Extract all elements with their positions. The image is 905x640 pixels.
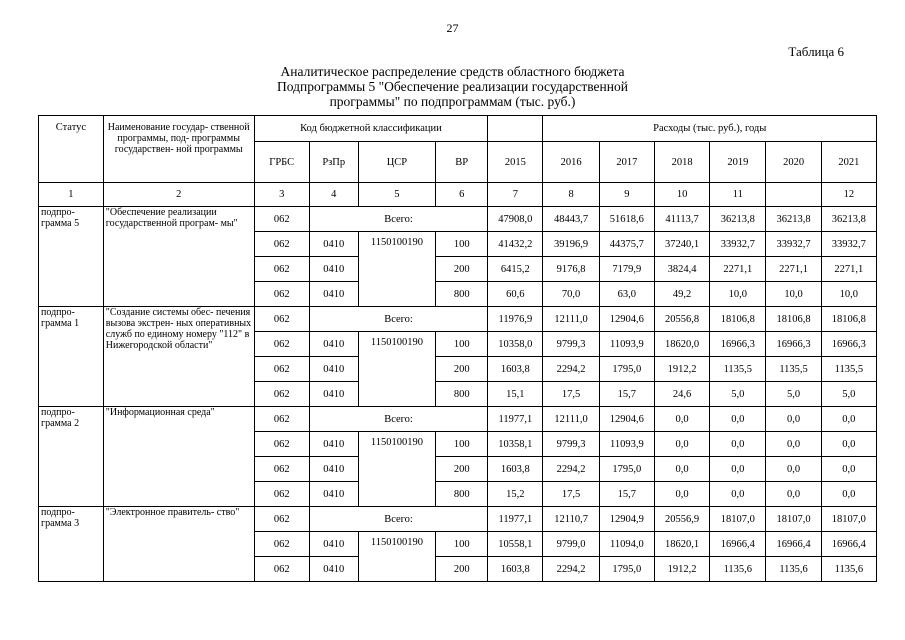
header-vr: ВР — [436, 142, 488, 183]
title-line-2: Подпрограммы 5 "Обеспечение реализации государственной — [277, 79, 628, 94]
value-cell: 12110,7 — [543, 507, 599, 532]
value-cell: 2294,2 — [543, 557, 599, 582]
value-cell: 0,0 — [821, 482, 876, 507]
value-cell: 0,0 — [766, 432, 821, 457]
value-cell: 20556,8 — [654, 307, 709, 332]
value-cell: 0,0 — [821, 457, 876, 482]
value-cell: 2294,2 — [543, 457, 599, 482]
total-label-cell: Всего: — [309, 507, 487, 532]
value-cell: 10358,1 — [488, 432, 543, 457]
value-cell: 10,0 — [710, 282, 766, 307]
value-cell: 2271,1 — [766, 257, 821, 282]
csr-cell: 1150100190 — [358, 532, 436, 582]
value-cell: 15,7 — [599, 482, 654, 507]
value-cell: 49,2 — [654, 282, 709, 307]
value-cell: 18106,8 — [710, 307, 766, 332]
value-cell: 11976,9 — [488, 307, 543, 332]
vr-cell: 800 — [436, 282, 488, 307]
value-cell: 60,6 — [488, 282, 543, 307]
csr-cell: 1150100190 — [358, 232, 436, 307]
header-year: 2015 — [488, 142, 543, 183]
column-number: 2 — [103, 183, 254, 207]
value-cell: 16966,3 — [821, 332, 876, 357]
header-rzpr: РзПр — [309, 142, 358, 183]
value-cell: 17,5 — [543, 382, 599, 407]
status-cell: подпро- грамма 2 — [39, 407, 104, 507]
value-cell: 15,7 — [599, 382, 654, 407]
grbs-cell: 062 — [254, 332, 309, 357]
value-cell: 10,0 — [766, 282, 821, 307]
value-cell: 11093,9 — [599, 432, 654, 457]
value-cell: 15,2 — [488, 482, 543, 507]
value-cell: 9799,0 — [543, 532, 599, 557]
value-cell: 18107,0 — [821, 507, 876, 532]
header-grbs: ГРБС — [254, 142, 309, 183]
value-cell: 12111,0 — [543, 307, 599, 332]
header-empty — [488, 116, 543, 142]
status-cell: подпро- грамма 5 — [39, 207, 104, 307]
value-cell: 0,0 — [766, 407, 821, 432]
header-year: 2019 — [710, 142, 766, 183]
value-cell: 1795,0 — [599, 457, 654, 482]
value-cell: 1912,2 — [654, 357, 709, 382]
column-number: 10 — [654, 183, 709, 207]
value-cell: 0,0 — [821, 432, 876, 457]
vr-cell: 200 — [436, 457, 488, 482]
header-expenses-group: Расходы (тыс. руб.), годы — [543, 116, 877, 142]
value-cell: 11977,1 — [488, 507, 543, 532]
rzpr-cell: 0410 — [309, 257, 358, 282]
value-cell: 10358,0 — [488, 332, 543, 357]
value-cell: 9799,3 — [543, 332, 599, 357]
value-cell: 18107,0 — [710, 507, 766, 532]
value-cell: 36213,8 — [766, 207, 821, 232]
value-cell: 1135,5 — [821, 357, 876, 382]
value-cell: 1135,5 — [710, 357, 766, 382]
grbs-cell: 062 — [254, 357, 309, 382]
value-cell: 0,0 — [766, 457, 821, 482]
value-cell: 6415,2 — [488, 257, 543, 282]
value-cell: 0,0 — [710, 457, 766, 482]
value-cell: 1603,8 — [488, 457, 543, 482]
value-cell: 1135,6 — [766, 557, 821, 582]
value-cell: 17,5 — [543, 482, 599, 507]
rzpr-cell: 0410 — [309, 557, 358, 582]
header-status: Статус — [39, 116, 104, 183]
value-cell: 63,0 — [599, 282, 654, 307]
value-cell: 12904,6 — [599, 407, 654, 432]
value-cell: 16966,4 — [821, 532, 876, 557]
total-label-cell: Всего: — [309, 407, 487, 432]
vr-cell: 100 — [436, 232, 488, 257]
rzpr-cell: 0410 — [309, 432, 358, 457]
value-cell: 16966,3 — [766, 332, 821, 357]
value-cell: 33932,7 — [710, 232, 766, 257]
page-number: 27 — [446, 21, 459, 35]
vr-cell: 200 — [436, 257, 488, 282]
value-cell: 2271,1 — [821, 257, 876, 282]
program-name-cell: "Информационная среда" — [103, 407, 254, 507]
value-cell: 16966,3 — [710, 332, 766, 357]
column-number: 3 — [254, 183, 309, 207]
grbs-cell: 062 — [254, 232, 309, 257]
value-cell: 1795,0 — [599, 357, 654, 382]
rzpr-cell: 0410 — [309, 532, 358, 557]
value-cell: 0,0 — [710, 482, 766, 507]
grbs-cell: 062 — [254, 307, 309, 332]
value-cell: 51618,6 — [599, 207, 654, 232]
vr-cell: 800 — [436, 482, 488, 507]
value-cell: 0,0 — [821, 407, 876, 432]
value-cell: 18106,8 — [766, 307, 821, 332]
document-title — [0, 64, 905, 109]
grbs-cell: 062 — [254, 382, 309, 407]
value-cell: 0,0 — [654, 457, 709, 482]
value-cell: 33932,7 — [821, 232, 876, 257]
column-number: 6 — [436, 183, 488, 207]
grbs-cell: 062 — [254, 407, 309, 432]
value-cell: 0,0 — [710, 407, 766, 432]
value-cell: 20556,9 — [654, 507, 709, 532]
title-line-3: программы" по подпрограммам (тыс. руб.) — [329, 94, 576, 109]
value-cell: 0,0 — [710, 432, 766, 457]
column-number: 1 — [39, 183, 104, 207]
value-cell: 10,0 — [821, 282, 876, 307]
value-cell: 1135,5 — [766, 357, 821, 382]
grbs-cell: 062 — [254, 507, 309, 532]
value-cell: 16966,4 — [766, 532, 821, 557]
title-line-1: Аналитическое распределение средств областного бюджета — [280, 64, 625, 79]
grbs-cell: 062 — [254, 457, 309, 482]
value-cell: 7179,9 — [599, 257, 654, 282]
csr-cell: 1150100190 — [358, 432, 436, 507]
value-cell: 1603,8 — [488, 557, 543, 582]
value-cell: 1135,6 — [710, 557, 766, 582]
value-cell: 11977,1 — [488, 407, 543, 432]
grbs-cell: 062 — [254, 557, 309, 582]
column-number: 12 — [821, 183, 876, 207]
value-cell: 12904,6 — [599, 307, 654, 332]
table-row-total — [39, 307, 877, 332]
value-cell: 36213,8 — [710, 207, 766, 232]
value-cell: 0,0 — [654, 407, 709, 432]
vr-cell: 100 — [436, 432, 488, 457]
value-cell: 37240,1 — [654, 232, 709, 257]
table-row-total — [39, 407, 877, 432]
value-cell: 9176,8 — [543, 257, 599, 282]
value-cell: 18620,1 — [654, 532, 709, 557]
vr-cell: 800 — [436, 382, 488, 407]
column-number: 8 — [543, 183, 599, 207]
rzpr-cell: 0410 — [309, 382, 358, 407]
value-cell: 9799,3 — [543, 432, 599, 457]
value-cell: 1135,6 — [821, 557, 876, 582]
value-cell: 2294,2 — [543, 357, 599, 382]
column-number: 5 — [358, 183, 436, 207]
total-label-cell: Всего: — [309, 307, 487, 332]
grbs-cell: 062 — [254, 282, 309, 307]
table-label: Таблица 6 — [788, 44, 844, 59]
program-name-cell: "Электронное правитель- ство" — [103, 507, 254, 582]
budget-table — [38, 115, 877, 582]
grbs-cell: 062 — [254, 257, 309, 282]
value-cell: 0,0 — [766, 482, 821, 507]
value-cell: 5,0 — [766, 382, 821, 407]
value-cell: 2271,1 — [710, 257, 766, 282]
total-label-cell: Всего: — [309, 207, 487, 232]
header-year: 2016 — [543, 142, 599, 183]
value-cell: 3824,4 — [654, 257, 709, 282]
column-number: 11 — [710, 183, 766, 207]
value-cell: 47908,0 — [488, 207, 543, 232]
program-name-cell: "Обеспечение реализации государственной програм- мы" — [103, 207, 254, 307]
value-cell: 39196,9 — [543, 232, 599, 257]
rzpr-cell: 0410 — [309, 332, 358, 357]
table-row-total — [39, 507, 877, 532]
value-cell: 15,1 — [488, 382, 543, 407]
column-number: 7 — [488, 183, 543, 207]
column-number: 4 — [309, 183, 358, 207]
table-body — [39, 207, 877, 582]
grbs-cell: 062 — [254, 482, 309, 507]
value-cell: 1603,8 — [488, 357, 543, 382]
value-cell: 12904,9 — [599, 507, 654, 532]
header-year: 2021 — [821, 142, 876, 183]
value-cell: 24,6 — [654, 382, 709, 407]
rzpr-cell: 0410 — [309, 357, 358, 382]
value-cell: 16966,4 — [710, 532, 766, 557]
value-cell: 12111,0 — [543, 407, 599, 432]
value-cell: 36213,8 — [821, 207, 876, 232]
vr-cell: 100 — [436, 532, 488, 557]
value-cell: 48443,7 — [543, 207, 599, 232]
csr-cell: 1150100190 — [358, 332, 436, 407]
rzpr-cell: 0410 — [309, 282, 358, 307]
value-cell: 70,0 — [543, 282, 599, 307]
value-cell: 1912,2 — [654, 557, 709, 582]
grbs-cell: 062 — [254, 207, 309, 232]
header-year: 2020 — [766, 142, 821, 183]
header-year: 2017 — [599, 142, 654, 183]
status-cell: подпро- грамма 1 — [39, 307, 104, 407]
value-cell: 5,0 — [710, 382, 766, 407]
program-name-cell: "Создание системы обес- печения вызова экстрен- ных оперативных служб по единому номеру "112" в Нижегородской области" — [103, 307, 254, 407]
value-cell: 11094,0 — [599, 532, 654, 557]
value-cell: 5,0 — [821, 382, 876, 407]
grbs-cell: 062 — [254, 532, 309, 557]
value-cell: 18106,8 — [821, 307, 876, 332]
value-cell: 1795,0 — [599, 557, 654, 582]
column-number — [766, 183, 821, 207]
vr-cell: 200 — [436, 557, 488, 582]
value-cell: 18620,0 — [654, 332, 709, 357]
header-year: 2018 — [654, 142, 709, 183]
rzpr-cell: 0410 — [309, 232, 358, 257]
column-number: 9 — [599, 183, 654, 207]
table-row-total — [39, 207, 877, 232]
value-cell: 41432,2 — [488, 232, 543, 257]
header-code-group: Код бюджетной классификации — [254, 116, 488, 142]
value-cell: 18107,0 — [766, 507, 821, 532]
grbs-cell: 062 — [254, 432, 309, 457]
header-name: Наименование государ- ственной программы, под- программы государствен- ной программы — [103, 116, 254, 183]
vr-cell: 100 — [436, 332, 488, 357]
value-cell: 33932,7 — [766, 232, 821, 257]
status-cell: подпро- грамма 3 — [39, 507, 104, 582]
value-cell: 10558,1 — [488, 532, 543, 557]
rzpr-cell: 0410 — [309, 457, 358, 482]
value-cell: 41113,7 — [654, 207, 709, 232]
rzpr-cell: 0410 — [309, 482, 358, 507]
value-cell: 0,0 — [654, 482, 709, 507]
vr-cell: 200 — [436, 357, 488, 382]
value-cell: 11093,9 — [599, 332, 654, 357]
value-cell: 0,0 — [654, 432, 709, 457]
header-csr: ЦСР — [358, 142, 436, 183]
value-cell: 44375,7 — [599, 232, 654, 257]
